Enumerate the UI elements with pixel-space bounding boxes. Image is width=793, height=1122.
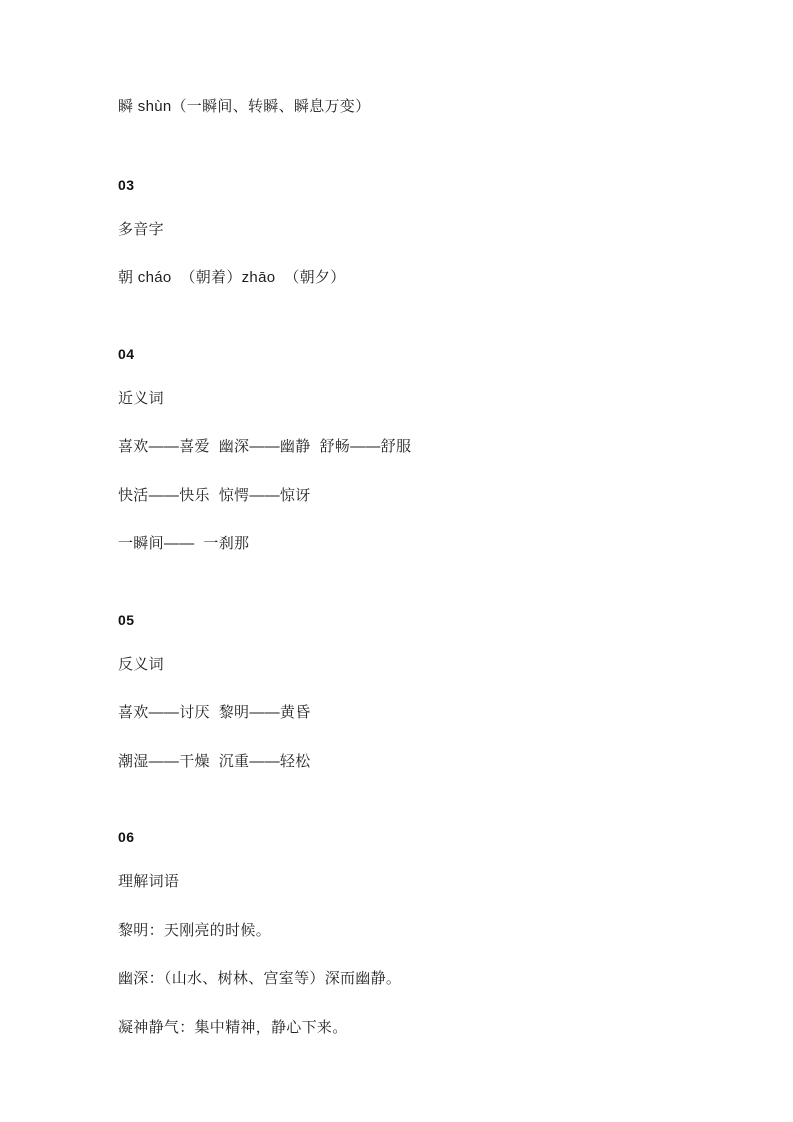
top-entry-line: 瞬 shùn（一瞬间、转瞬、瞬息万变） [118,98,371,115]
section-heading-06: 理解词语 [118,873,180,890]
spacer [118,459,675,485]
spacer [118,161,675,177]
spacer [118,290,675,330]
spacer [118,773,675,813]
section-heading-04: 近义词 [118,389,164,407]
spacer [118,507,675,533]
spacer [118,628,675,654]
section-03-line-1: 朝 cháo （朝着）zhāo （朝夕） [118,269,346,286]
section-number-05: 05 [118,611,135,628]
section-05-line-1: 喜欢——讨厌 黎明——黄昏 [118,704,311,721]
spacer [118,942,675,968]
section-06-line-1: 黎明：天刚亮的时候。 [118,921,272,939]
spacer [118,725,675,751]
spacer [118,330,675,346]
section-number-06: 06 [118,829,135,845]
section-heading-03: 多音字 [118,220,164,238]
spacer [118,991,675,1017]
section-06-line-3: 凝神静气：集中精神，静心下来。 [118,1018,348,1036]
section-heading-05: 反义词 [118,655,164,673]
spacer [118,845,675,871]
spacer [118,596,675,612]
spacer [118,362,675,388]
spacer [118,894,675,920]
spacer [118,556,675,596]
section-04-line-1: 喜欢——喜爱 幽深——幽静 舒畅——舒服 [118,438,412,455]
section-number-04: 04 [118,345,135,362]
section-06-line-2: 幽深：（山水、树林、宫室等）深而幽静。 [118,970,402,987]
section-04-line-3: 一瞬间—— 一刹那 [118,535,250,552]
spacer [118,193,675,219]
spacer [118,241,675,267]
spacer [118,119,675,161]
section-05-line-2: 潮湿——干燥 沉重——轻松 [118,752,311,770]
section-number-03: 03 [118,176,135,193]
spacer [118,410,675,436]
spacer [118,813,675,829]
spacer [118,676,675,702]
section-04-line-2: 快活——快乐 惊愕——惊讶 [118,486,311,504]
